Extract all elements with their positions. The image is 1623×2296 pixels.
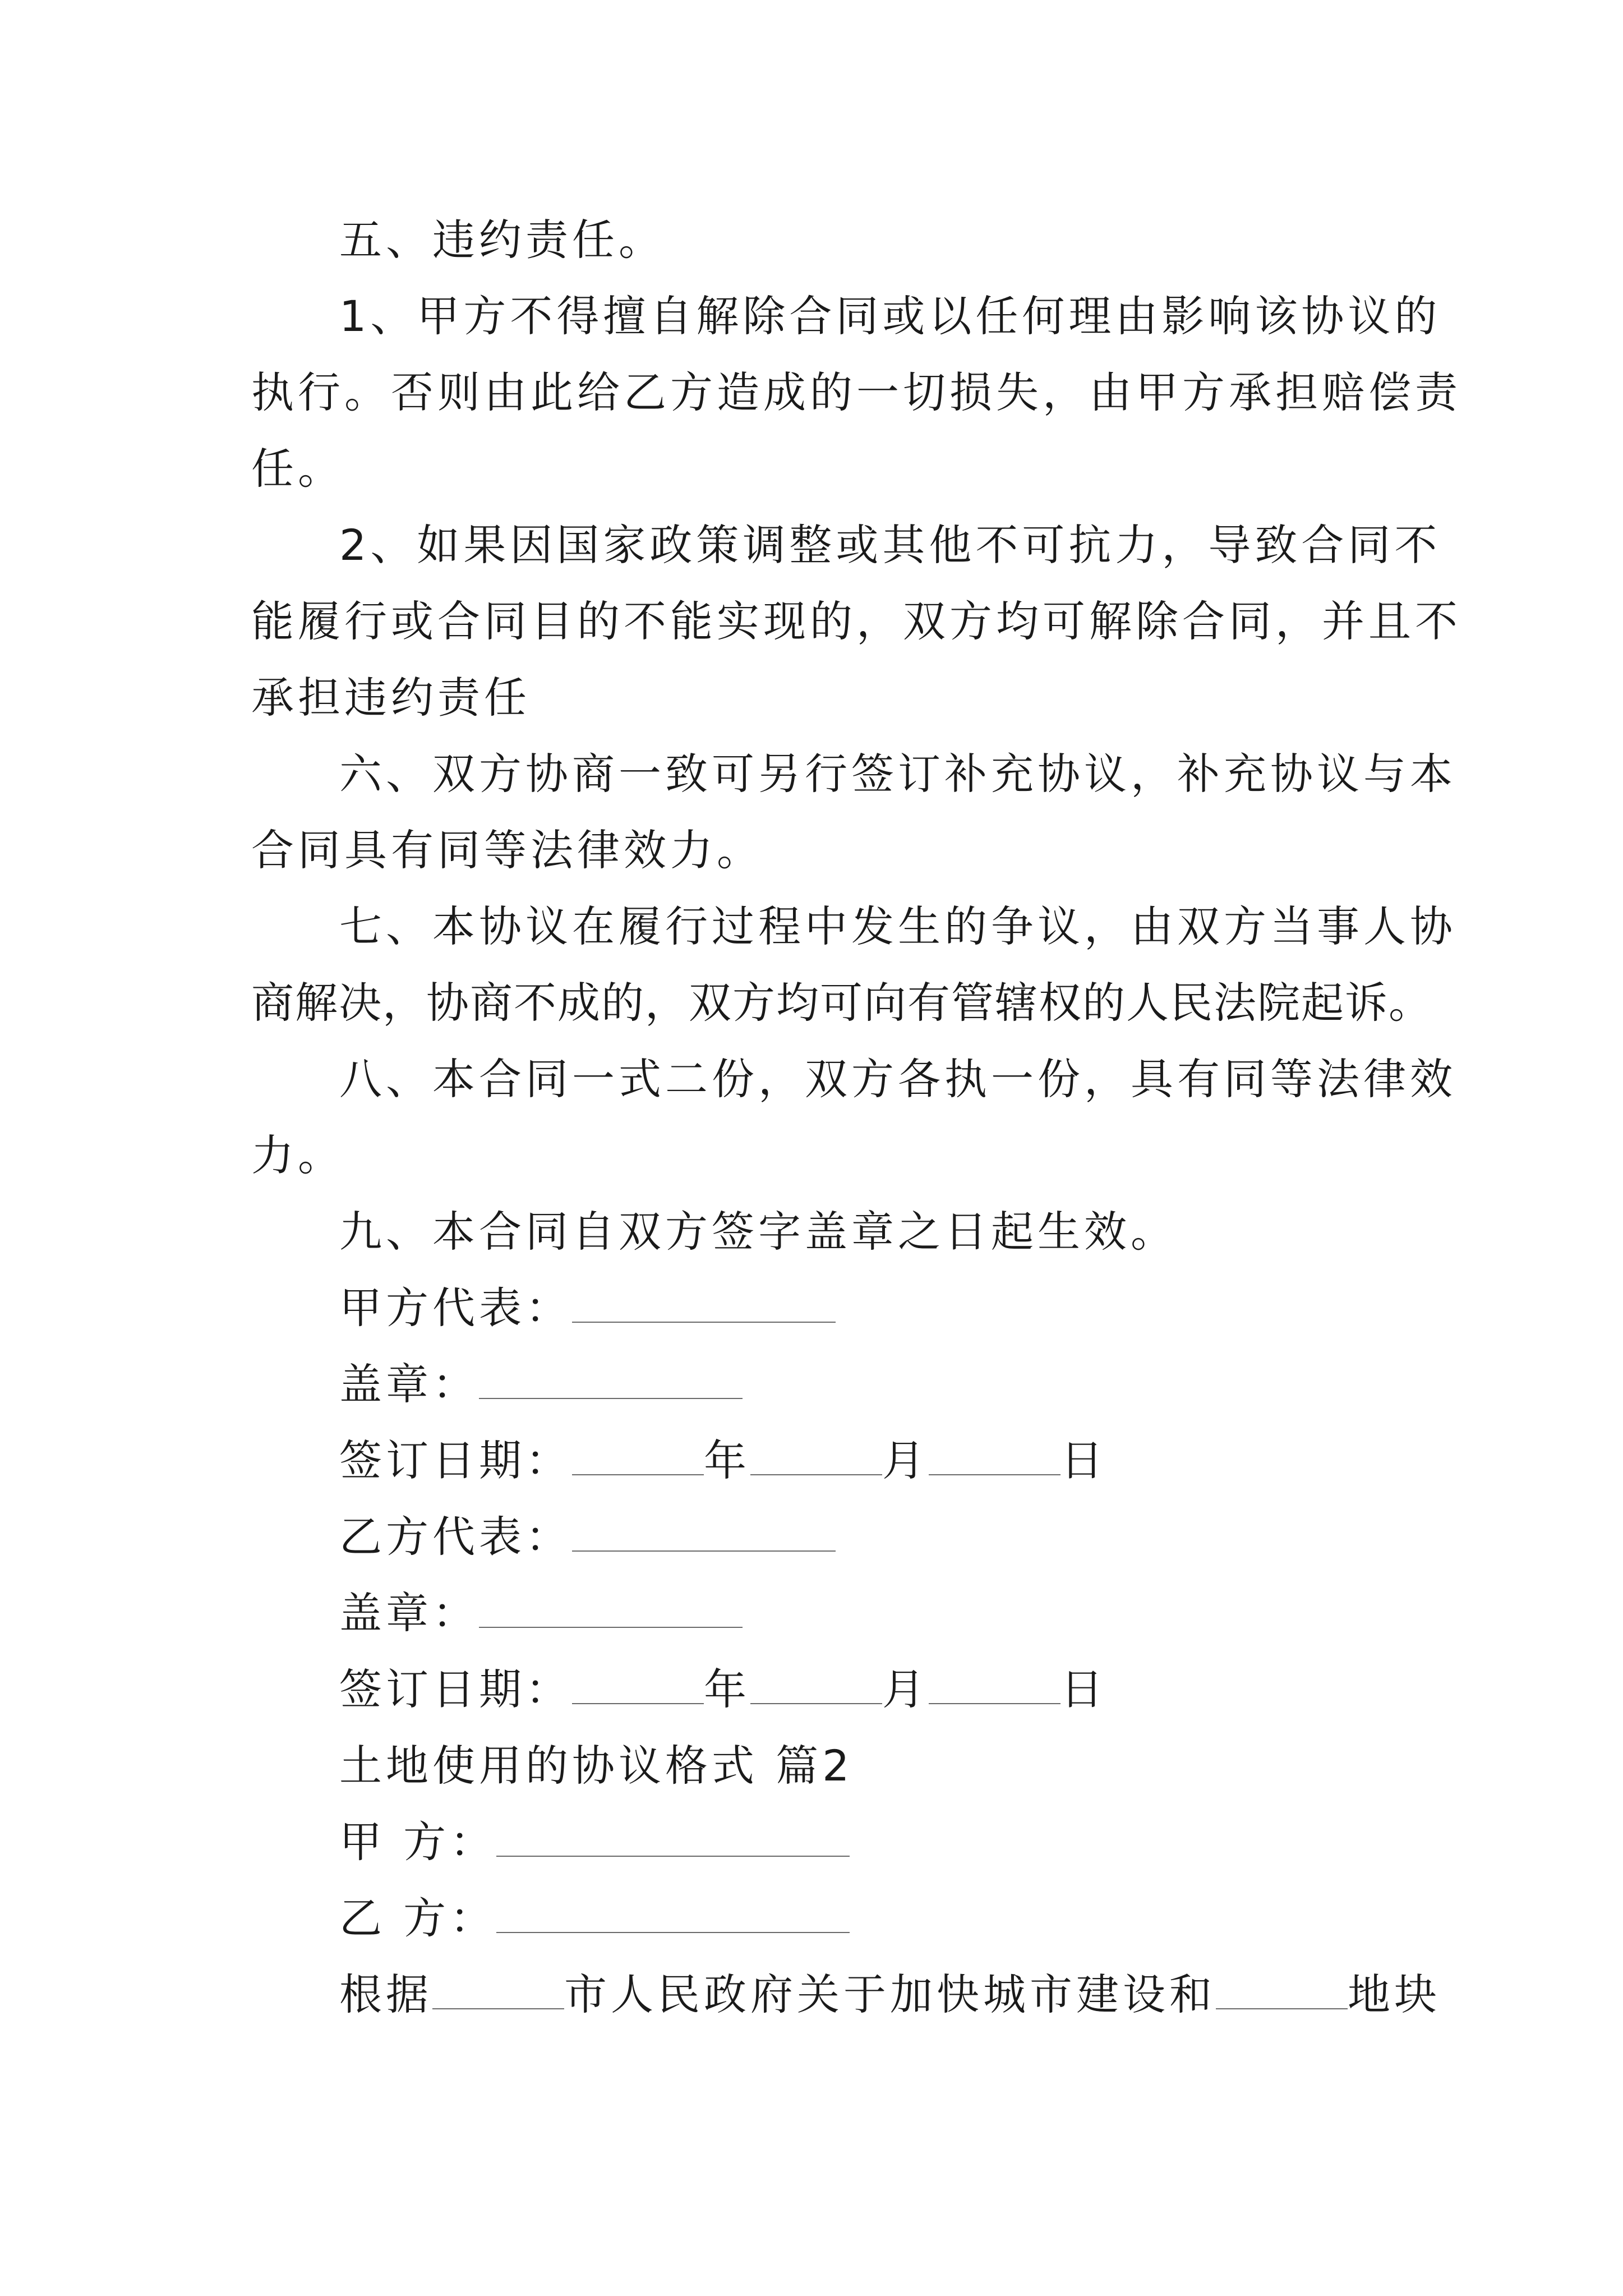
party-a-sign-date-label: 签订日期： [339,1435,572,1485]
clause-7-line-1: 七、本协议在履行过程中发生的争议，由双方当事人协 [339,901,1456,951]
party-a-sign-date-row [339,1433,1107,1489]
party-a-representative-label: 甲方代表： [339,1283,572,1333]
section-2-title: 土地使用的协议格式 篇2 [339,1741,854,1791]
party-b-month-blank[interactable] [750,1663,882,1704]
clause-8-line-2: 力。 [251,1130,344,1180]
clause-9: 九、本合同自双方签字盖章之日起生效。 [339,1207,1177,1257]
party-a-month-label: 月 [882,1435,929,1485]
party-b-sign-date-label: 签订日期： [339,1664,572,1714]
party-b-seal-label: 盖章： [339,1588,479,1638]
clause-8-line-1: 八、本合同一式二份，双方各执一份，具有同等法律效 [339,1054,1456,1104]
section-heading-breach: 五、违约责任。 [339,215,665,265]
party-a-day-label: 日 [1061,1435,1107,1485]
party-b-year-blank[interactable] [572,1663,704,1704]
clause-7-line-2: 商解决，协商不成的，双方均可向有管辖权的人民法院起诉。 [251,978,1432,1028]
basis-text-2: 市人民政府关于加快城市建设和 [564,1970,1216,2019]
party-b-row [339,1890,850,1947]
party-a-seal-label: 盖章： [339,1359,479,1409]
party-b-blank[interactable] [496,1892,850,1933]
party-b-year-label: 年 [704,1664,750,1714]
party-b-day-blank[interactable] [929,1663,1061,1704]
clause-6-line-1: 六、双方协商一致可另行签订补充协议，补充协议与本 [339,749,1456,799]
clause-2-line-3: 承担违约责任 [251,673,531,723]
party-b-sign-date-row [339,1662,1107,1718]
party-b-label: 乙 方： [339,1893,497,1943]
party-a-seal-blank[interactable] [479,1358,743,1399]
clause-6-line-2: 合同具有同等法律效力。 [251,825,763,875]
party-b-seal-blank[interactable] [479,1586,743,1628]
clause-2-line-2: 能履行或合同目的不能实现的，双方均可解除合同，并且不 [251,596,1461,646]
city-blank[interactable] [432,1968,564,2009]
party-b-representative-blank[interactable] [572,1510,836,1552]
party-a-seal-row [339,1356,743,1412]
party-b-day-label: 日 [1061,1664,1107,1714]
party-a-day-blank[interactable] [929,1434,1061,1475]
basis-row [339,1967,1441,2023]
party-b-representative-row [339,1509,836,1565]
party-a-label: 甲 方： [339,1817,497,1867]
party-b-seal-row [339,1585,743,1641]
party-a-row [339,1814,850,1870]
party-a-representative-blank[interactable] [572,1281,836,1323]
party-b-representative-label: 乙方代表： [339,1512,572,1562]
party-a-blank[interactable] [496,1815,850,1857]
party-a-month-blank[interactable] [750,1434,882,1475]
clause-2-line-1: 2、如果因国家政策调整或其他不可抗力，导致合同不 [339,520,1441,570]
party-a-year-blank[interactable] [572,1434,704,1475]
clause-1-line-3: 任。 [251,444,344,494]
clause-1-line-2: 执行。否则由此给乙方造成的一切损失，由甲方承担赔偿责 [251,367,1461,417]
basis-text-3: 地块 [1348,1970,1441,2019]
party-a-year-label: 年 [704,1435,750,1485]
clause-1-line-1: 1、甲方不得擅自解除合同或以任何理由影响该协议的 [339,291,1441,341]
basis-text-1: 根据 [339,1970,432,2019]
party-b-month-label: 月 [882,1664,929,1714]
plot-blank[interactable] [1216,1968,1348,2009]
party-a-representative-row [339,1280,836,1336]
